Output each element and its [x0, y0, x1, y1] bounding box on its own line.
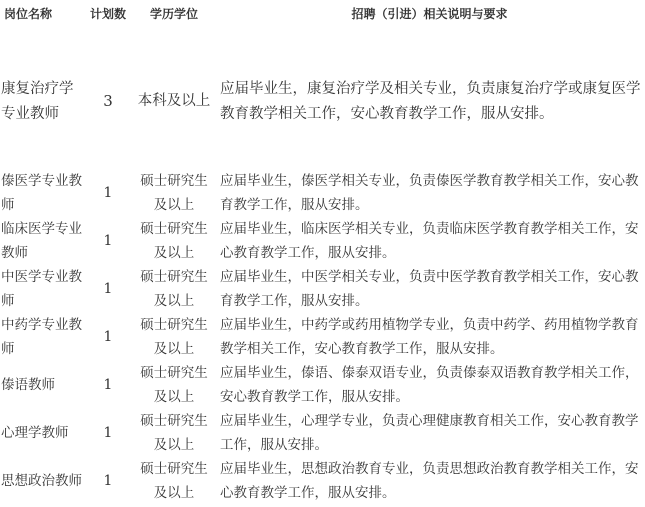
requirement-cell: 应届毕业生，傣医学相关专业，负责傣医学教育教学相关工作，安心教育教学工作，服从安排。 [220, 173, 639, 213]
count-cell: 3 [103, 92, 113, 110]
table-row [0, 361, 645, 409]
table-row [0, 169, 645, 217]
requirement-cell: 应届毕业生，中医学相关专业，负责中医学教育教学相关工作，安心教育教学工作，服从安排。 [220, 269, 639, 309]
degree-cell: 硕士研究生及以上 [140, 365, 208, 405]
position-cell: 思想政治教师 [1, 473, 82, 489]
degree-cell: 硕士研究生及以上 [140, 317, 208, 357]
count-cell: 1 [103, 473, 113, 489]
header-count: 计划数 [89, 7, 126, 21]
header-position: 岗位名称 [4, 7, 53, 21]
position-cell: 心理学教师 [1, 425, 69, 441]
count-cell: 1 [103, 329, 113, 345]
position-cell: 临床医学专业教师 [1, 221, 82, 261]
table-row [0, 34, 645, 169]
count-cell: 1 [103, 425, 113, 441]
position-cell: 康复治疗学专业教师 [1, 80, 74, 122]
count-cell: 1 [103, 377, 113, 393]
table-header-row [0, 0, 645, 34]
degree-cell: 硕士研究生及以上 [140, 173, 208, 213]
position-cell: 傣语教师 [1, 377, 55, 393]
degree-cell: 硕士研究生及以上 [140, 461, 208, 501]
table-row [0, 313, 645, 361]
position-cell: 中医学专业教师 [1, 269, 82, 309]
count-cell: 1 [103, 281, 113, 297]
requirement-cell: 应届毕业生，思想政治教育专业，负责思想政治教育教学相关工作，安心教育教学工作，服从安排。 [220, 461, 639, 501]
position-cell: 傣医学专业教师 [1, 173, 82, 213]
requirement-cell: 应届毕业生，傣语、傣泰双语专业，负责傣泰双语教育教学相关工作，安心教育教学工作，服从安排。 [220, 365, 639, 405]
table-row [0, 409, 645, 457]
requirement-cell: 应届毕业生，临床医学相关专业，负责临床医学教育教学相关工作，安心教育教学工作，服从安排。 [220, 221, 639, 261]
degree-cell: 本科及以上 [137, 93, 211, 109]
degree-cell: 硕士研究生及以上 [140, 413, 208, 453]
count-cell: 1 [103, 185, 113, 201]
requirement-cell: 应届毕业生，康复治疗学及相关专业，负责康复治疗学或康复医学教育教学相关工作，安心教育教学工作，服从安排。 [220, 80, 641, 122]
requirement-cell: 应届毕业生，中药学或药用植物学专业，负责中药学、药用植物学教育教学相关工作，安心教育教学工作，服从安排。 [220, 317, 639, 357]
count-cell: 1 [103, 233, 113, 249]
degree-cell: 硕士研究生及以上 [140, 221, 208, 261]
header-degree: 学历学位 [149, 7, 198, 21]
degree-cell: 硕士研究生及以上 [140, 269, 208, 309]
table-row [0, 217, 645, 265]
position-cell: 中药学专业教师 [1, 317, 82, 357]
header-requirements: 招聘（引进）相关说明与要求 [351, 7, 508, 21]
table-row [0, 457, 645, 505]
table-row [0, 265, 645, 313]
requirement-cell: 应届毕业生，心理学专业，负责心理健康教育相关工作，安心教育教学工作，服从安排。 [220, 413, 639, 453]
